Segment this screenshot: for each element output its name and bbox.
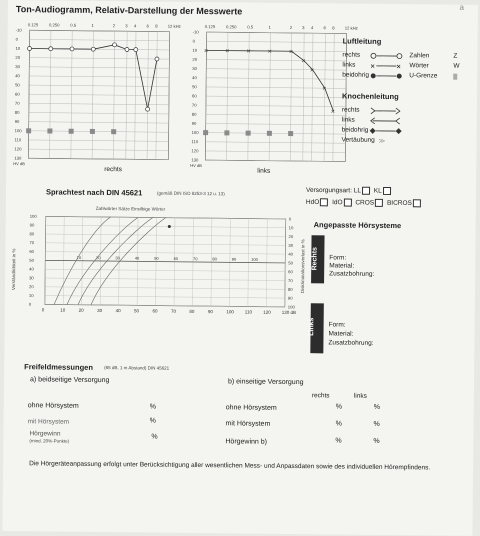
bone-legend-label: Vertäubung: [342, 137, 375, 144]
gridline: [28, 149, 168, 150]
field-label: Form:: [329, 254, 346, 261]
air-point: ×: [268, 49, 272, 56]
col-rechts: rechts: [312, 392, 330, 399]
db-tick-label: 100: [192, 130, 200, 135]
free-field-title: Freifeldmessungen: [24, 362, 93, 372]
freq-tick-label: 6: [323, 25, 326, 30]
speech-curve-label: Zahlwörter Sätze Einsilbige Wörter: [96, 206, 165, 212]
speech-left-axis-title: Verständlichkeit in %: [11, 249, 16, 291]
inner-tick-label: 80: [212, 256, 217, 261]
db-tick-label: 130: [191, 157, 199, 162]
x-tick-label: 30: [97, 308, 103, 313]
row-unit: %: [336, 420, 342, 427]
bone-point: [267, 131, 272, 136]
y-tick-label-right: 20: [289, 234, 294, 239]
y-tick-label-left: 80: [30, 231, 35, 236]
inner-tick-label: 30: [115, 255, 120, 260]
monaural-label: b) einseitige Versorgung: [228, 378, 304, 386]
db-tick-label: 60: [192, 93, 197, 98]
gridline: [206, 124, 346, 125]
y-tick-label-left: 90: [30, 223, 35, 228]
freq-tick-label: 0.125: [28, 22, 39, 27]
field-label: Form:: [329, 321, 346, 328]
freq-tick-label: 12 kHz: [168, 24, 181, 29]
freq-tick-label: 0.250: [226, 24, 237, 29]
rechts-tab: [311, 235, 325, 283]
gridline: [206, 105, 346, 106]
gridline: [46, 234, 286, 237]
bone-conduction-title: Knochenleitung: [342, 92, 399, 102]
db-tick-label: 120: [191, 148, 199, 153]
db-tick-label: -10: [193, 29, 200, 34]
gridline: [30, 30, 170, 31]
air-point: [91, 47, 95, 51]
checkbox-kl[interactable]: [383, 187, 391, 195]
air-point: ×: [310, 67, 314, 74]
footer-note: Die Hörgeräteanpassung erfolgt unter Berücksichtigung aller wesentlichen Mess- und Anpassdaten sowie des individuellen Hörempfindens.: [29, 460, 469, 473]
bone-legend-label: links: [342, 117, 355, 124]
option-ido: IdO: [332, 199, 343, 206]
row-sublabel: (mind. 20%-Punkte): [29, 438, 69, 443]
legend-label: beidohrig: [342, 72, 369, 79]
x-tick-label: 120: [263, 310, 271, 315]
x-tick-label: 40: [116, 308, 122, 313]
speech-test-chart: [25, 210, 326, 323]
db-tick-label: 80: [15, 110, 20, 115]
field-label: Material:: [329, 262, 354, 269]
inner-tick-label: 20: [96, 255, 101, 260]
y-tick-label-left: 100: [30, 214, 38, 219]
links-tab: [310, 303, 324, 353]
db-tick-label: 110: [192, 139, 199, 144]
inner-tick-label: 60: [174, 256, 179, 261]
u-limit-swatch: [453, 74, 457, 80]
gridline: [29, 85, 169, 86]
air-point: ×: [331, 109, 335, 116]
audiogram-left-caption: links: [257, 168, 270, 175]
checkbox-cros[interactable]: [375, 199, 383, 207]
legend-both-symbol: [369, 71, 403, 81]
db-tick-label: 90: [15, 119, 20, 124]
legend-label: links: [342, 62, 355, 69]
fitting-type-label: Versorgungsart:: [306, 187, 352, 194]
row-unit: %: [150, 418, 156, 425]
freq-tick-label: 4: [134, 23, 137, 28]
free-field-subtitle: (65 dB, 1 m Abstand) DIN 45621: [104, 365, 169, 371]
row-label: mit Hörsystem: [226, 420, 271, 427]
fitting-type-row: [306, 186, 393, 195]
option-cros: CROS: [355, 199, 374, 206]
axis-unit: HV dB: [13, 161, 25, 166]
db-tick-label: 0: [16, 37, 19, 42]
y-tick-label-left: 60: [29, 249, 34, 254]
gridline: [45, 287, 285, 290]
gridline: [45, 269, 285, 272]
db-tick-label: 50: [15, 82, 20, 87]
bone-point: [47, 128, 52, 133]
fitted-devices-title: Angepasste Hörsysteme: [314, 220, 402, 230]
measured-point: [168, 225, 171, 228]
gridline: [206, 69, 346, 70]
row-unit: %: [374, 421, 380, 428]
speech-right-axis-title: Diskriminationsverlust in %: [300, 239, 306, 293]
x-tick-label: 130 dB: [282, 310, 296, 315]
row-label: ohne Hörsystem: [28, 402, 79, 410]
gridline: [46, 225, 286, 228]
y-tick-label-left: 0: [29, 302, 32, 307]
speech-test-subtitle: (gemäß DIN ISO 8253-3 12 u. 13): [157, 191, 225, 197]
air-point: [146, 107, 150, 111]
inner-tick-label: 50: [154, 256, 159, 261]
row-unit: %: [150, 404, 156, 411]
db-tick-label: 30: [192, 66, 197, 71]
air-point: [27, 46, 31, 50]
y-tick-label-left: 20: [29, 284, 34, 289]
x-tick-label: 110: [245, 309, 253, 314]
freq-tick-label: 0.250: [49, 22, 60, 27]
svg-text:×: ×: [370, 62, 375, 71]
bone-point: [26, 128, 31, 133]
row-label: ohne Hörsystem: [226, 404, 277, 412]
audiogram-right-ear: [12, 20, 186, 172]
legend-right-label: Zahlen: [409, 52, 429, 59]
masking-symbol: ≫: [379, 137, 386, 145]
legend-right-symbol: [369, 51, 403, 61]
y-tick-label-right: 80: [288, 287, 293, 292]
x-tick-label: 10: [60, 308, 66, 313]
inner-tick-label: 100: [251, 257, 259, 262]
svg-text:×: ×: [396, 62, 401, 71]
legend-label: rechts: [342, 52, 360, 59]
bone-left-symbol: [369, 117, 403, 125]
row-label: mit Hörsystem: [28, 418, 70, 425]
y-tick-label-right: 10: [289, 225, 294, 230]
db-tick-label: 110: [15, 137, 22, 142]
inner-tick-label: 90: [232, 257, 237, 262]
x-tick-label: 60: [152, 309, 158, 314]
air-point: ×: [225, 48, 229, 55]
checkbox-hdo[interactable]: [320, 198, 328, 206]
freq-tick-label: 8: [332, 25, 335, 30]
row-label: Hörgewinn b): [225, 438, 267, 445]
x-tick-label: 100: [226, 309, 234, 314]
db-tick-label: 30: [15, 64, 20, 69]
row-unit: %: [373, 438, 379, 445]
x-tick-label: 0: [42, 307, 45, 312]
option-ll: LL: [354, 187, 361, 194]
gridline: [29, 113, 169, 114]
db-tick-label: 120: [14, 146, 22, 151]
gridline: [28, 158, 168, 159]
db-tick-label: 40: [15, 73, 20, 78]
air-point: [125, 48, 129, 52]
freq-tick-label: 12 kHz: [345, 26, 358, 31]
row-unit: %: [151, 434, 157, 441]
freq-tick-label: 8: [155, 24, 158, 29]
air-point: [49, 47, 53, 51]
y-tick-label-right: 0: [289, 216, 292, 221]
freq-tick-label: 4: [311, 25, 314, 30]
air-point: [134, 48, 138, 52]
y-tick-label-right: 100: [288, 304, 296, 309]
option-bicros: BICROS: [387, 200, 412, 207]
bone-point: [90, 129, 95, 134]
freq-tick-label: 2: [113, 23, 116, 28]
legend-right-label: Wörter: [409, 62, 429, 69]
axis-unit: HV dB: [190, 163, 202, 168]
document-page: [2, 0, 478, 536]
freq-tick-label: 6: [146, 23, 149, 28]
option-kl: KL: [374, 188, 382, 195]
field-label: Zusatzbohrung:: [329, 270, 374, 277]
air-point: ×: [301, 58, 305, 65]
air-point: ×: [322, 86, 326, 93]
gridline: [207, 32, 347, 33]
gridline: [29, 76, 169, 77]
y-tick-label-right: 90: [288, 296, 293, 301]
db-tick-label: 10: [15, 46, 20, 51]
field-label: Zusatzbohrung:: [328, 339, 373, 346]
bone-point: [203, 130, 208, 135]
row-unit: %: [335, 437, 341, 444]
audiogram-left-ear: [189, 22, 351, 174]
checkbox-ido[interactable]: [344, 199, 352, 207]
x-tick-label: 20: [79, 308, 85, 313]
links-tab-label: Links: [308, 318, 315, 336]
audiogram-title: Ton-Audiogramm, Relativ-Darstellung der Messwerte: [16, 4, 242, 16]
air-point: [70, 47, 74, 51]
y-tick-label-left: 70: [29, 240, 34, 245]
air-point: ×: [246, 48, 250, 55]
speech-test-title: Sprachtest nach DIN 45621: [46, 187, 142, 197]
bone-point: [224, 130, 229, 135]
gridline: [45, 296, 285, 299]
db-tick-label: 90: [192, 121, 197, 126]
gridline: [206, 114, 346, 115]
freq-tick-label: 0.125: [205, 24, 216, 29]
field-label: Material:: [328, 330, 353, 337]
db-tick-label: 50: [192, 84, 197, 89]
gridline: [205, 151, 345, 152]
inner-tick-label: 70: [193, 256, 198, 261]
freq-tick-label: 3: [125, 23, 128, 28]
gridline: [29, 103, 169, 104]
option-hdo: HdO: [306, 199, 319, 206]
x-tick-label: 70: [171, 309, 177, 314]
col-links: links: [354, 393, 367, 400]
gridline: [29, 94, 169, 95]
freq-tick-label: 2: [290, 25, 293, 30]
y-tick-label-right: 70: [288, 278, 293, 283]
db-tick-label: 10: [192, 48, 197, 53]
row-unit: %: [374, 404, 380, 411]
gridline: [29, 122, 169, 123]
inner-tick-label: 40: [135, 256, 140, 261]
corner-mark: a: [459, 3, 464, 12]
binaural-label: a) beidseitige Versorgung: [30, 376, 109, 384]
y-tick-label-left: 40: [29, 267, 34, 272]
db-tick-label: 60: [15, 92, 20, 97]
gridline: [207, 41, 347, 42]
air-point: [155, 57, 159, 61]
gridline: [206, 60, 346, 61]
air-point: ×: [204, 48, 208, 55]
bone-point: [69, 129, 74, 134]
gridline: [205, 160, 345, 161]
gridline: [45, 304, 285, 307]
y-tick-label-right: 60: [288, 269, 293, 274]
gridline: [46, 216, 286, 219]
rechts-tab-label: Rechts: [311, 247, 318, 270]
y-tick-label-right: 50: [288, 260, 293, 265]
gridline: [206, 142, 346, 143]
db-tick-label: 0: [193, 39, 196, 44]
legend-key: W: [453, 63, 459, 70]
x-tick-label: 90: [208, 309, 214, 314]
y-tick-label-right: 30: [288, 243, 293, 248]
gridline: [30, 39, 170, 40]
legend-right-label: U-Grenze: [409, 72, 437, 79]
db-tick-label: 70: [192, 103, 197, 108]
gridline: [29, 58, 169, 59]
bone-legend-label: beidohrig: [342, 127, 369, 134]
gridline: [206, 78, 346, 79]
audiogram-right-caption: rechts: [104, 166, 122, 173]
bone-both-symbol: [369, 127, 403, 135]
y-tick-label-right: 40: [288, 252, 293, 257]
gridline: [29, 67, 169, 68]
row-label: Hörgewinn: [29, 430, 60, 437]
freq-tick-label: 1: [268, 25, 271, 30]
gridline: [45, 243, 285, 246]
checkbox-bicros[interactable]: [413, 199, 421, 207]
y-tick-label-left: 30: [29, 275, 34, 280]
row-unit: %: [336, 403, 342, 410]
air-conduction-title: Luftleitung: [343, 37, 382, 46]
x-tick-label: 50: [134, 308, 140, 313]
bone-point: [288, 131, 293, 136]
db-tick-label: 80: [192, 112, 197, 117]
y-tick-label-left: 50: [29, 258, 34, 263]
bone-right-symbol: [369, 107, 403, 115]
gridline: [206, 96, 346, 97]
db-tick-label: -10: [16, 28, 23, 33]
x-tick-label: 80: [189, 309, 195, 314]
db-tick-label: 130: [14, 156, 22, 161]
legend-left-symbol: [369, 61, 403, 71]
freq-tick-label: 3: [302, 25, 305, 30]
db-tick-label: 70: [15, 101, 20, 106]
air-point: [113, 43, 117, 47]
bone-point: [246, 131, 251, 136]
db-tick-label: 40: [192, 75, 197, 80]
bone-legend-label: rechts: [342, 107, 360, 114]
bone-point: [111, 129, 116, 134]
legend-key: Z: [453, 53, 457, 60]
gridline: [29, 140, 169, 141]
db-tick-label: 100: [15, 128, 23, 133]
db-tick-label: 20: [15, 55, 20, 60]
checkbox-ll[interactable]: [362, 187, 370, 195]
device-type-row: [306, 198, 423, 207]
inner-tick-label: 10: [77, 255, 82, 260]
y-tick-label-left: 10: [29, 293, 34, 298]
db-tick-label: 20: [192, 57, 197, 62]
reference-line-50: [45, 260, 285, 263]
freq-tick-label: 1: [91, 23, 94, 28]
freq-tick-label: 0.5: [247, 25, 254, 30]
freq-tick-label: 0.5: [70, 23, 77, 28]
air-point: ×: [289, 49, 293, 56]
